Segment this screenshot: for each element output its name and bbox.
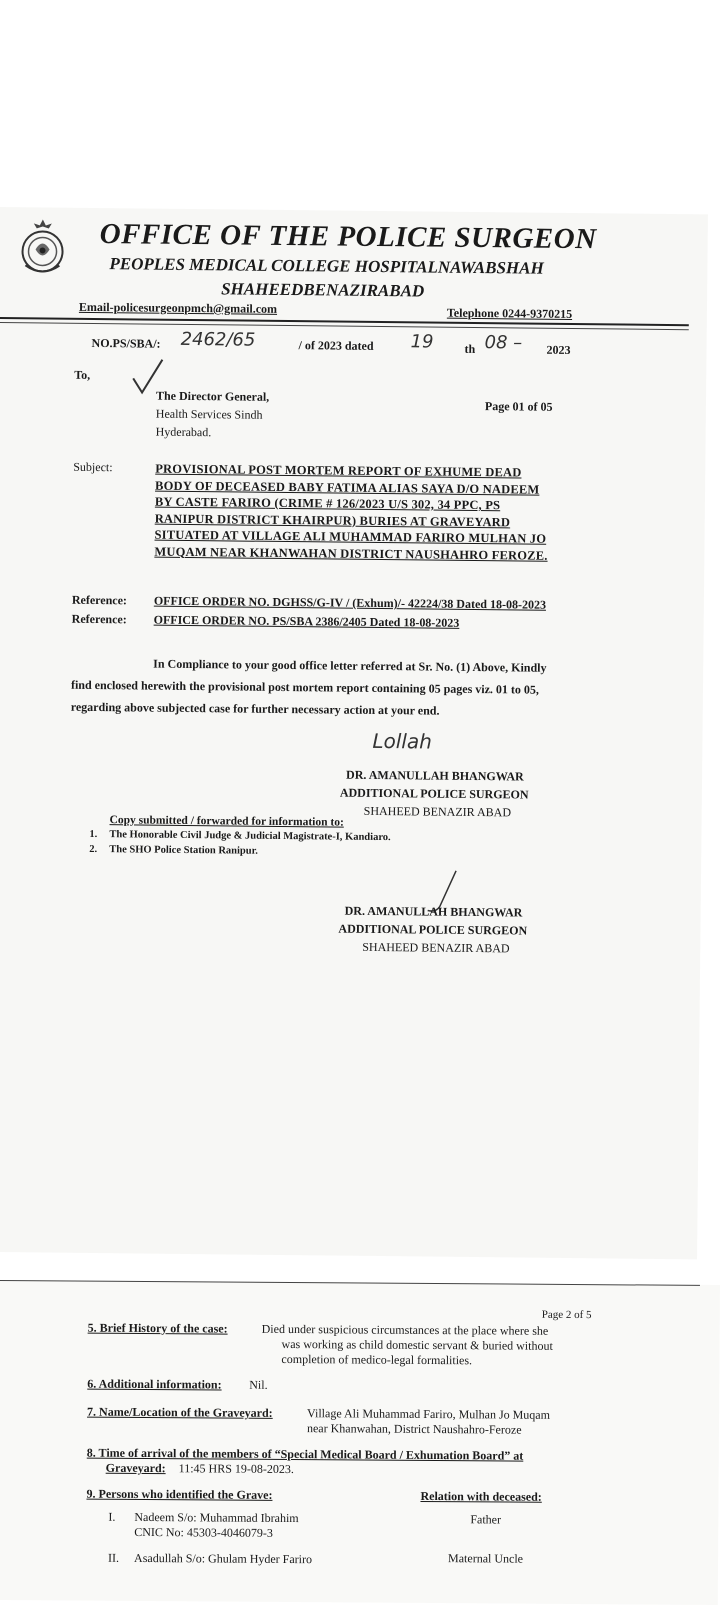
report-page-2	[0, 1280, 720, 1605]
police-emblem-icon	[17, 215, 68, 282]
reference-text-1: OFFICE ORDER NO. DGHSS/G-IV / (Exhum)/- 42224/38 Dated 18-08-2023	[153, 593, 547, 612]
copy-item-text-1: The Honorable Civil Judge & Judicial Magistrate-I, Kandiaro.	[109, 829, 391, 844]
to-label: To,	[74, 367, 91, 382]
ref-of-text: / of 2023 dated	[298, 338, 374, 353]
ref-number-label: NO.PS/SBA/:	[91, 335, 161, 351]
subject-label: Subject:	[73, 459, 113, 475]
ref-year: 2023	[546, 342, 571, 357]
ref-day-handwritten: 19	[410, 331, 434, 353]
page-number: Page 01 of 05	[484, 399, 553, 414]
item9-relation-label: Relation with deceased:	[420, 1488, 542, 1504]
ref-number-handwritten: 2462/65	[180, 328, 256, 351]
reference-text-2: OFFICE ORDER NO. PS/SBA 2386/2405 Dated 18-08-2023	[153, 612, 460, 630]
person-1-relation: Father	[470, 1512, 502, 1527]
ref-month-handwritten: 08 –	[484, 332, 523, 354]
person-2-relation: Maternal Uncle	[448, 1551, 524, 1566]
person-2-name: Asadullah S/o: Ghulam Hyder Fariro	[134, 1550, 313, 1567]
city-name: SHAHEEDBENAZIRABAD	[221, 279, 425, 301]
reference-label-1: Reference:	[71, 592, 128, 608]
ref-th: th	[464, 341, 476, 356]
person-1-num: I.	[108, 1509, 116, 1524]
email-link[interactable]: Email-policesurgeonpmch@gmail.com	[78, 299, 278, 316]
item5-text-1: Died under suspicious circumstances at the place where she	[261, 1321, 549, 1338]
signature-scribble: Lollah	[372, 728, 432, 754]
signatory-name-1: DR. AMANULLAH BHANGWAR	[346, 767, 524, 784]
item5-text-3: completion of medico-legal formalities.	[281, 1351, 473, 1368]
subject-line: PROVISIONAL POST MORTEM REPORT OF EXHUME DEAD	[155, 461, 522, 480]
signatory-title-2: ADDITIONAL POLICE SURGEON	[338, 921, 528, 938]
body-line-2: find enclosed herewith the provisional post mortem report containing 05 pages viz. 01 to 05,	[70, 677, 540, 697]
copy-item-num-1: 1.	[89, 828, 98, 841]
signatory-name-2: DR. AMANULLAH BHANGWAR	[344, 903, 523, 920]
reference-label-2: Reference:	[71, 611, 127, 627]
item7-label: 7. Name/Location of the Graveyard:	[87, 1404, 273, 1420]
body-line-3: regarding above subjected case for further necessary action at your end.	[70, 699, 440, 718]
item5-text-2: was working as child domestic servant & buried without	[281, 1336, 553, 1353]
item6-label: 6. Additional information:	[87, 1376, 222, 1392]
signatory-place-1: SHAHEED BENAZIR ABAD	[363, 803, 512, 820]
office-title: OFFICE OF THE POLICE SURGEON	[99, 218, 597, 256]
addressee-line-1: The Director General,	[155, 388, 270, 404]
person-2-num: II.	[108, 1550, 120, 1565]
copy-item-num-2: 2.	[89, 843, 98, 856]
subject-text	[154, 461, 548, 564]
signatory-title-1: ADDITIONAL POLICE SURGEON	[339, 785, 529, 802]
item5-label: 5. Brief History of the case:	[87, 1320, 228, 1336]
person-1-cnic: CNIC No: 45303-4046079-3	[134, 1524, 273, 1540]
item8-label: 8. Time of arrival of the members of “Special Medical Board / Exhumation Board” at	[86, 1445, 524, 1463]
subject-line: MUQAM NEAR KHANWAHAN DISTRICT NAUSHAHRO FEROZE.	[154, 544, 548, 563]
telephone-number: Telephone 0244-9370215	[446, 305, 573, 321]
item8-label-2: Graveyard:	[105, 1460, 166, 1476]
item6-text: Nil.	[249, 1377, 268, 1392]
signatory-place-2: SHAHEED BENAZIR ABAD	[362, 939, 510, 956]
letter-page-1	[0, 207, 708, 1259]
person-1-name: Nadeem S/o: Muhammad Ibrahim	[134, 1509, 299, 1526]
addressee-line-3: Hyderabad.	[155, 424, 212, 440]
copy-heading: Copy submitted / forwarded for information to:	[109, 814, 344, 829]
subject-line: SITUATED AT VILLAGE ALI MUHAMMAD FARIRO MULHAN JO	[154, 527, 547, 546]
college-name: PEOPLES MEDICAL COLLEGE HOSPITALNAWABSHAH	[109, 254, 544, 278]
subject-line: BY CASTE FARIRO (CRIME # 126/2023 U/S 302, 34 PPC, PS	[154, 494, 501, 513]
item7-text-2: near Khanwahan, District Naushahro-Feroze	[306, 1421, 522, 1437]
item7-text-1: Village Ali Muhammad Fariro, Mulhan Jo Muqam	[307, 1406, 551, 1422]
page2-number: Page 2 of 5	[541, 1308, 592, 1322]
copy-item-text-2: The SHO Police Station Ranipur.	[109, 844, 259, 857]
subject-line: BODY OF DECEASED BABY FATIMA ALIAS SAYA D/O NADEEM	[155, 478, 540, 497]
item9-label: 9. Persons who identified the Grave:	[86, 1486, 273, 1502]
item8-text: 11:45 HRS 19-08-2023.	[178, 1461, 294, 1477]
body-line-1: In Compliance to your good office letter referred at Sr. No. (1) Above, Kindly	[153, 656, 547, 675]
addressee-line-2: Health Services Sindh	[155, 406, 263, 422]
subject-line: RANIPUR DISTRICT KHAIRPUR) BURIES AT GRAVEYARD	[154, 511, 511, 529]
page2-top-edge	[0, 1280, 700, 1286]
